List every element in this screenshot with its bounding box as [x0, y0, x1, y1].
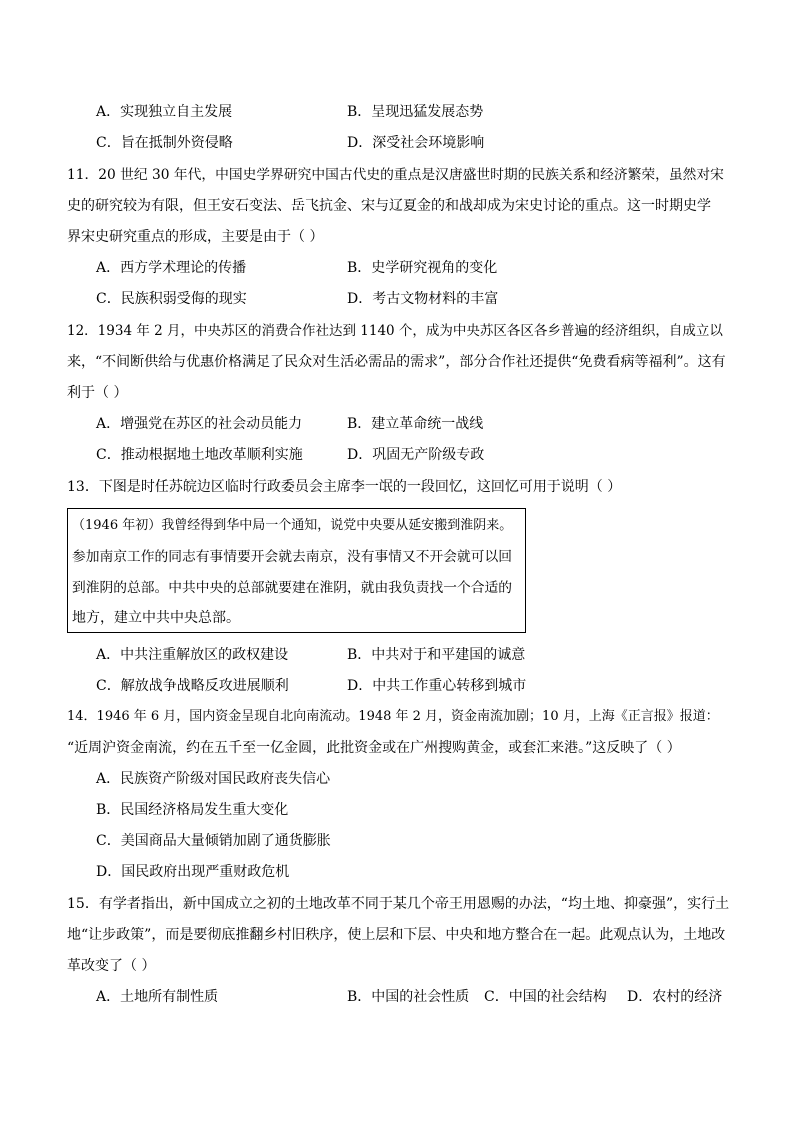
q11-stem-line-3: 界宋史研究重点的形成，主要是由于（ ）: [67, 229, 324, 245]
q12-stem-line-3: 利于（ ）: [67, 385, 128, 401]
q15-option-d[interactable]: D．农村的经济: [627, 989, 723, 1005]
q15-option-a[interactable]: A．土地所有制性质: [96, 989, 219, 1005]
q15-stem-line-2: 地“让步政策”，而是要彻底推翻乡村旧秩序，使上层和下层、中央和地方整合在一起。此观点认为，土地改: [67, 927, 726, 943]
q13-quote-line-4: 地方，建立中共中央总部。: [72, 610, 240, 626]
q14-stem-line-1: 14．1946 年 6 月，国内资金呈现自北向南流动。1948 年 2 月，资金南流加剧；10 月，上海《正言报》报道：: [67, 709, 719, 724]
q11-stem-line-1: 11．20 世纪 30 年代，中国史学界研究中国古代史的重点是汉唐盛世时期的民族关系和经济繁荣，虽然对宋: [67, 167, 724, 183]
q11-option-b[interactable]: B．史学研究视角的变化: [347, 260, 498, 276]
q13-option-a[interactable]: A．中共注重解放区的政权建设: [96, 647, 289, 663]
q15-stem-line-1: 15．有学者指出，新中国成立之初的土地改革不同于某几个帝王用恩赐的办法，“均土地、抑豪强”，实行土: [67, 896, 730, 912]
q12-stem-line-2: 来，“不间断供给与优惠价格满足了民众对生活必需品的需求”，部分合作社还提供“免费看病等福利”。这有: [67, 354, 726, 370]
q11-option-c[interactable]: C．民族积弱受侮的现实: [96, 291, 247, 307]
q13-option-d[interactable]: D．中共工作重心转移到城市: [347, 678, 527, 694]
q15-stem-line-3: 革改变了（ ）: [67, 958, 156, 974]
q14-stem-line-2: “近周沪资金南流，约在五千至一亿金圆，此批资金或在广州搜购黄金，或套汇来港。”这反映了（ ）: [67, 740, 681, 756]
q14-option-c[interactable]: C．美国商品大量倾销加剧了通货膨胀: [96, 833, 331, 849]
q13-quote-line-1: （1946 年初）我曾经得到华中局一个通知，说党中央要从延安搬到淮阴来。: [72, 518, 513, 533]
q14-option-d[interactable]: D．国民政府出现严重财政危机: [96, 864, 290, 880]
q12-option-b[interactable]: B．建立革命统一战线: [347, 416, 484, 432]
q11-option-a[interactable]: A．西方学术理论的传播: [96, 260, 247, 276]
q13-option-c[interactable]: C．解放战争战略反攻进展顺利: [96, 678, 289, 694]
q13-stem-line-1: 13．下图是时任苏皖边区临时行政委员会主席李一氓的一段回忆，这回忆可用于说明（ ）: [67, 479, 622, 495]
q12-option-a[interactable]: A．增强党在苏区的社会动员能力: [96, 416, 303, 432]
q10-option-a[interactable]: A．实现独立自主发展: [96, 104, 233, 120]
q12-option-c[interactable]: C．推动根据地土地改革顺利实施: [96, 447, 303, 463]
q14-option-a[interactable]: A．民族资产阶级对国民政府丧失信心: [96, 771, 331, 787]
q10-option-c[interactable]: C．旨在抵制外资侵略: [96, 135, 233, 151]
q15-option-c[interactable]: C．中国的社会结构: [484, 989, 607, 1005]
q11-stem-line-2: 史的研究较为有限，但王安石变法、岳飞抗金、宋与辽夏金的和战却成为宋史讨论的重点。这一时期史学: [67, 198, 711, 214]
q13-option-b[interactable]: B．中共对于和平建国的诚意: [347, 647, 526, 663]
q15-option-b[interactable]: B．中国的社会性质: [347, 989, 470, 1005]
q13-quote-line-2: 参加南京工作的同志有事情要开会就去南京，没有事情又不开会就可以回: [72, 549, 513, 565]
q14-option-b[interactable]: B．民国经济格局发生重大变化: [96, 802, 289, 818]
q13-quote-line-3: 到淮阴的总部。中共中央的总部就要建在淮阴，就由我负责找一个合适的: [72, 580, 513, 596]
q10-option-d[interactable]: D．深受社会环境影响: [347, 135, 485, 151]
q10-option-b[interactable]: B．呈现迅猛发展态势: [347, 104, 484, 120]
q13-quote-box: [67, 508, 526, 633]
q11-option-d[interactable]: D．考古文物材料的丰富: [347, 291, 499, 307]
q12-option-d[interactable]: D．巩固无产阶级专政: [347, 447, 485, 463]
q12-stem-line-1: 12．1934 年 2 月，中央苏区的消费合作社达到 1140 个，成为中央苏区各区各乡普遍的经济组织，自成立以: [67, 323, 723, 339]
